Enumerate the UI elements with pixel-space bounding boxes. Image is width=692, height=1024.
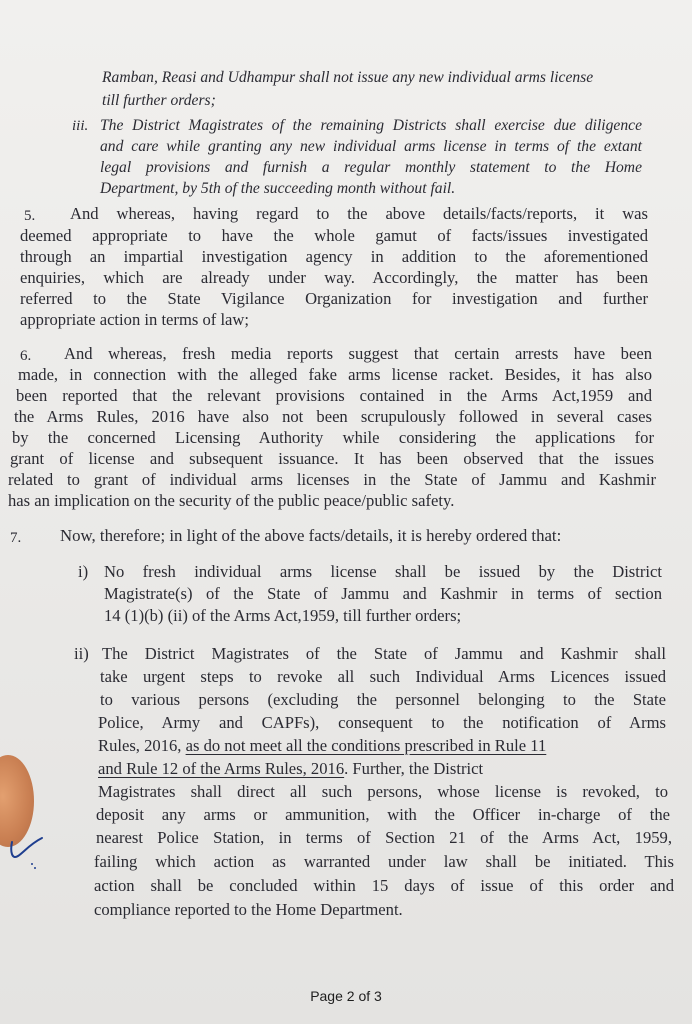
subitem-iii-marker: iii. xyxy=(72,118,89,134)
para5-line: appropriate action in terms of law; xyxy=(20,310,250,329)
para5-line: through an impartial investigation agency in addition to the aforementioned xyxy=(20,247,648,266)
para6-line: grant of license and subsequent issuance. It has been observed that the issues xyxy=(10,449,654,468)
para5-line: enquiries, which are already under way. Accordingly, the matter has been xyxy=(20,268,648,287)
item-ii-marker: ii) xyxy=(74,644,89,663)
item-i-marker: i) xyxy=(78,562,89,581)
item-ii-line: to various persons (excluding the personnel belonging to the State xyxy=(100,690,666,709)
subitem-iii-line: Department, by 5th of the succeeding month without fail. xyxy=(100,180,456,197)
pen-tick-mark-icon xyxy=(8,832,48,872)
item-i-line: 14 (1)(b) (ii) of the Arms Act,1959, till further orders; xyxy=(104,606,462,625)
item-i-line: Magistrate(s) of the State of Jammu and Kashmir in terms of section xyxy=(104,584,662,603)
item-ii-line: failing which action as warranted under law shall be initiated. This xyxy=(94,852,674,871)
item-ii-line5-underlined: as do not meet all the conditions prescribed in Rule 11 xyxy=(185,736,547,755)
para5-line: deemed appropriate to have the whole gamut of facts/issues investigated xyxy=(20,226,648,245)
para5-number: 5. xyxy=(24,208,36,224)
item-ii-line: Magistrates shall direct all such persons, whose license is revoked, to xyxy=(98,782,668,801)
para6-line: been reported that the relevant provisions contained in the Arms Act,1959 and xyxy=(16,386,652,405)
item-ii-line: nearest Police Station, in terms of Section 21 of the Arms Act, 1959, xyxy=(96,828,672,847)
subitem-iii-line: The District Magistrates of the remaining Districts shall exercise due diligence xyxy=(100,117,642,134)
para6-line: by the concerned Licensing Authority while considering the applications for xyxy=(12,428,654,447)
para7-number: 7. xyxy=(10,530,22,546)
para6-line: related to grant of individual arms licenses in the State of Jammu and Kashmir xyxy=(8,470,656,489)
para7-intro: Now, therefore; in light of the above facts/details, it is hereby ordered that: xyxy=(60,526,562,545)
para5-line: And whereas, having regard to the above details/facts/reports, it was xyxy=(70,204,648,223)
page-number-footer: Page 2 of 3 xyxy=(310,988,382,1004)
para6-line: the Arms Rules, 2016 have also not been scrupulously followed in several cases xyxy=(14,407,652,426)
item-ii-line: deposit any arms or ammunition, with the Officer in-charge of the xyxy=(96,805,670,824)
item-ii-line: action shall be concluded within 15 days of issue of this order and xyxy=(94,876,674,895)
item-i-line: No fresh individual arms license shall be issued by the District xyxy=(104,562,662,581)
item-ii-line6-underlined: and Rule 12 of the Arms Rules, 2016 xyxy=(98,759,345,778)
item-ii-line xyxy=(98,736,546,756)
item-ii-line: compliance reported to the Home Department. xyxy=(94,900,403,919)
item-ii-line: take urgent steps to revoke all such Individual Arms Licences issued xyxy=(100,667,666,686)
para5-line: referred to the State Vigilance Organization for investigation and further xyxy=(20,289,648,308)
para6-line: has an implication on the security of the public peace/public safety. xyxy=(8,491,455,510)
para6-number: 6. xyxy=(20,348,32,364)
item-ii-line6-plain: . Further, the District xyxy=(344,759,484,778)
para6-line: And whereas, fresh media reports suggest that certain arrests have been xyxy=(64,344,652,363)
item-ii-line xyxy=(98,759,483,779)
item-ii-line5-plain: Rules, 2016, xyxy=(98,736,186,755)
top-line-2: till further orders; xyxy=(102,92,216,109)
subitem-iii-line: and care while granting any new individual arms license in terms of the extant xyxy=(100,138,642,155)
subitem-iii-line: legal provisions and furnish a regular monthly statement to the Home xyxy=(100,159,642,176)
item-ii-line: Police, Army and CAPFs), consequent to the notification of Arms xyxy=(98,713,666,732)
item-ii-line: The District Magistrates of the State of Jammu and Kashmir shall xyxy=(102,644,666,663)
top-line-1: Ramban, Reasi and Udhampur shall not issue any new individual arms license xyxy=(102,69,594,86)
para6-line: made, in connection with the alleged fake arms license racket. Besides, it has also xyxy=(18,365,652,384)
